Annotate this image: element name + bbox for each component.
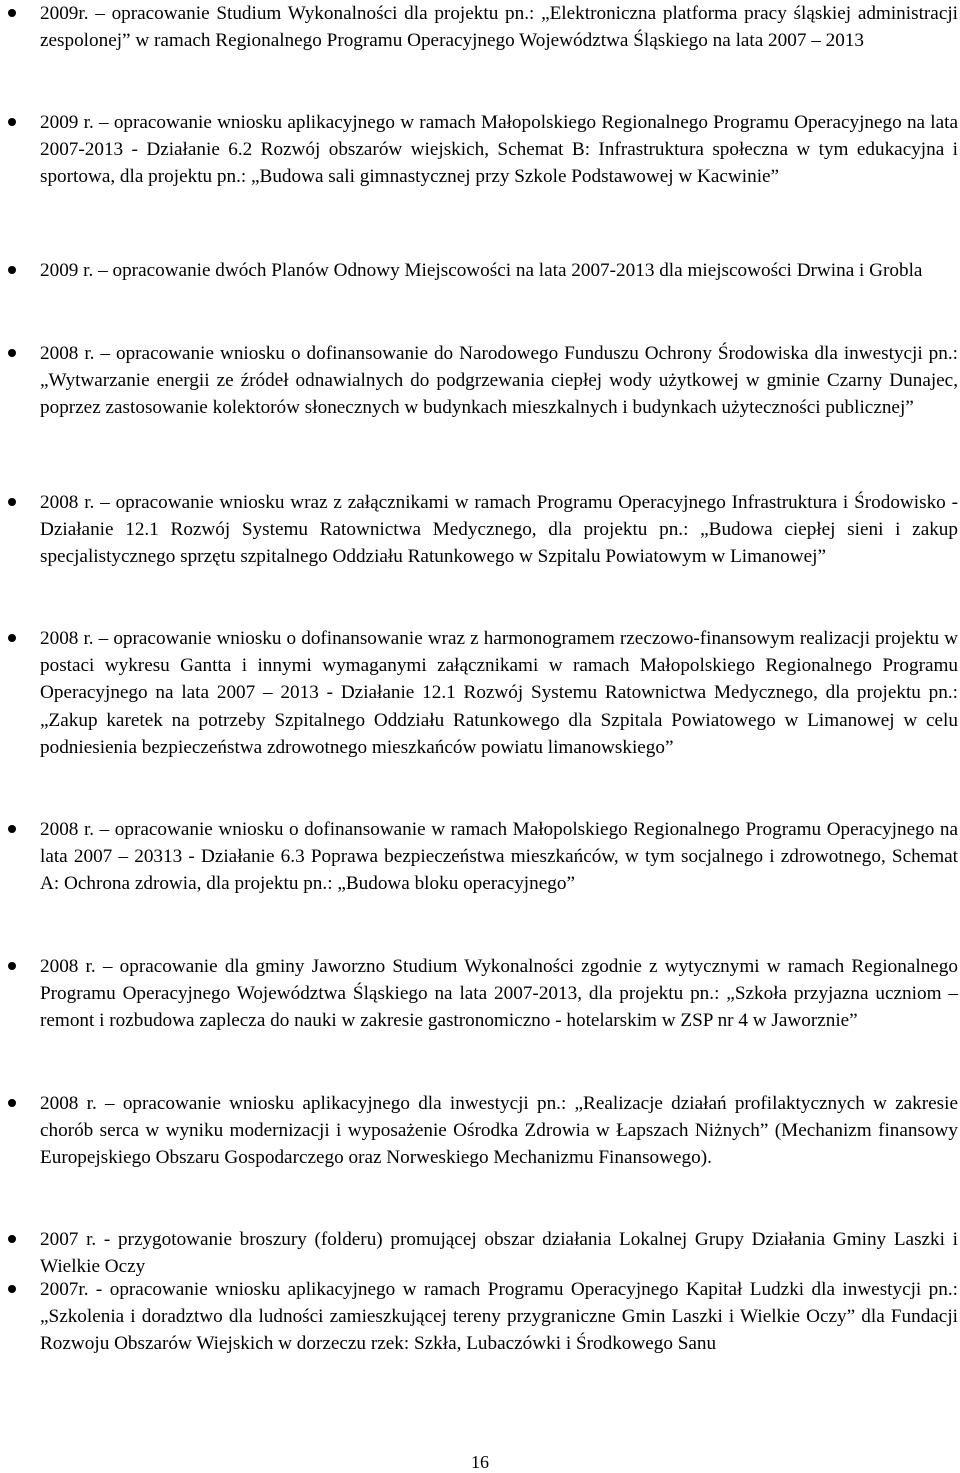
bullet-icon [8,1285,16,1293]
list-item [40,1276,958,1358]
list-item-text: 2008 r. – opracowanie wniosku wraz z załącznikami w ramach Programu Operacyjnego Infrastruktura i Środowisko - Działanie 12.1 Rozwój Systemu Ratownictwa Medycznego, dla projektu pn.: „Budowa ciepłej sieni i zakup specjalistycznego sprzętu szpitalnego Oddziału Ratunkowego w Szpitalu Powiatowym w Limanowej” [40,492,958,568]
list-item-text: 2008 r. – opracowanie wniosku aplikacyjnego dla inwestycji pn.: „Realizacje działań profilaktycznych w zakresie chorób serca w wyniku modernizacji i wyposażenie Ośrodka Zdrowia w Łapszach Niżnych” (Mechanizm finansowy Europejskiego Obszaru Gospodarczego oraz Norweskiego Mechanizmu Finansowego). [40,1093,958,1169]
list-item-text: 2008 r. – opracowanie wniosku o dofinansowanie w ramach Małopolskiego Regionalnego Programu Operacyjnego na lata 2007 – 20313 - Działanie 6.3 Poprawa bezpieczeństwa mieszkańców, w tym socjalnego i zdrowotnego, Schemat A: Ochrona zdrowia, dla projektu pn.: „Budowa bloku operacyjnego” [40,819,958,895]
list-item [40,816,958,898]
bullet-icon [8,634,16,642]
bullet-icon [8,498,16,506]
bullet-icon [8,962,16,970]
bullet-icon [8,266,16,274]
list-item-text: 2007r. - opracowanie wniosku aplikacyjnego w ramach Programu Operacyjnego Kapitał Ludzki dla inwestycji pn.: „Szkolenia i doradztwo dla ludności zamieszkującej tereny przygraniczne Gmin Laszki i Wielkie Oczy” dla Fundacji Rozwoju Obszarów Wiejskich w dorzeczu rzek: Szkła, Lubaczówki i Środkowego Sanu [40,1279,958,1355]
list-item-text: 2007 r. - przygotowanie broszury (folderu) promującej obszar działania Lokalnej Grupy Działania Gminy Laszki i Wielkie Oczy [40,1229,958,1278]
list-item-text: 2009 r. – opracowanie wniosku aplikacyjnego w ramach Małopolskiego Regionalnego Programu Operacyjnego na lata 2007-2013 - Działanie 6.2 Rozwój obszarów wiejskich, Schemat B: Infrastruktura społeczna w tym edukacyjna i sportowa, dla projektu pn.: „Budowa sali gimnastycznej przy Szkole Podstawowej w Kacwinie” [40,112,958,188]
list-item [40,257,958,284]
list-item-text: 2008 r. – opracowanie wniosku o dofinansowanie do Narodowego Funduszu Ochrony Środowiska dla inwestycji pn.: „Wytwarzanie energii ze źródeł odnawialnych do podgrzewania ciepłej wody użytkowej w gminie Czarny Dunajec, poprzez zastosowanie kolektorów słonecznych w budynkach mieszkalnych i budynkach użyteczności publicznej” [40,343,958,419]
list-item [40,109,958,191]
list-item-text: 2009r. – opracowanie Studium Wykonalności dla projektu pn.: „Elektroniczna platforma pracy śląskiej administracji zespolonej” w ramach Regionalnego Programu Operacyjnego Województwa Śląskiego na lata 2007 – 2013 [40,3,958,52]
bullet-icon [8,1099,16,1107]
list-item-text: 2008 r. – opracowanie wniosku o dofinansowanie wraz z harmonogramem rzeczowo-finansowym realizacji projektu w postaci wykresu Gantta i innymi wymaganymi załącznikami w ramach Małopolskiego Regionalnego Programu Operacyjnego na lata 2007 – 2013 - Działanie 12.1 Rozwój Systemu Ratownictwa Medycznego, dla projektu pn.: „Zakup karetek na potrzeby Szpitalnego Oddziału Ratunkowego dla Szpitala Powiatowego w Limanowej w celu podniesienia bezpieczeństwa zdrowotnego mieszkańców powiatu limanowskiego” [40,628,958,758]
bullet-icon [8,118,16,126]
list-item [40,489,958,571]
list-item [40,625,958,761]
list-item [40,1226,958,1280]
list-item [40,0,958,54]
bullet-icon [8,825,16,833]
list-item [40,953,958,1035]
bullet-icon [8,349,16,357]
list-item [40,1090,958,1172]
page-number: 16 [471,1452,489,1472]
list-item-text: 2009 r. – opracowanie dwóch Planów Odnowy Miejscowości na lata 2007-2013 dla miejscowości Drwina i Grobla [40,260,923,281]
list-item [40,340,958,422]
bullet-icon [8,1235,16,1243]
list-item-text: 2008 r. – opracowanie dla gminy Jaworzno Studium Wykonalności zgodnie z wytycznymi w ramach Regionalnego Programu Operacyjnego Województwa Śląskiego na lata 2007-2013, dla projektu pn.: „Szkoła przyjazna uczniom – remont i rozbudowa zaplecza do nauki w zakresie gastronomiczno - hotelarskim w ZSP nr 4 w Jaworznie” [40,956,958,1032]
bullet-icon [8,9,16,17]
